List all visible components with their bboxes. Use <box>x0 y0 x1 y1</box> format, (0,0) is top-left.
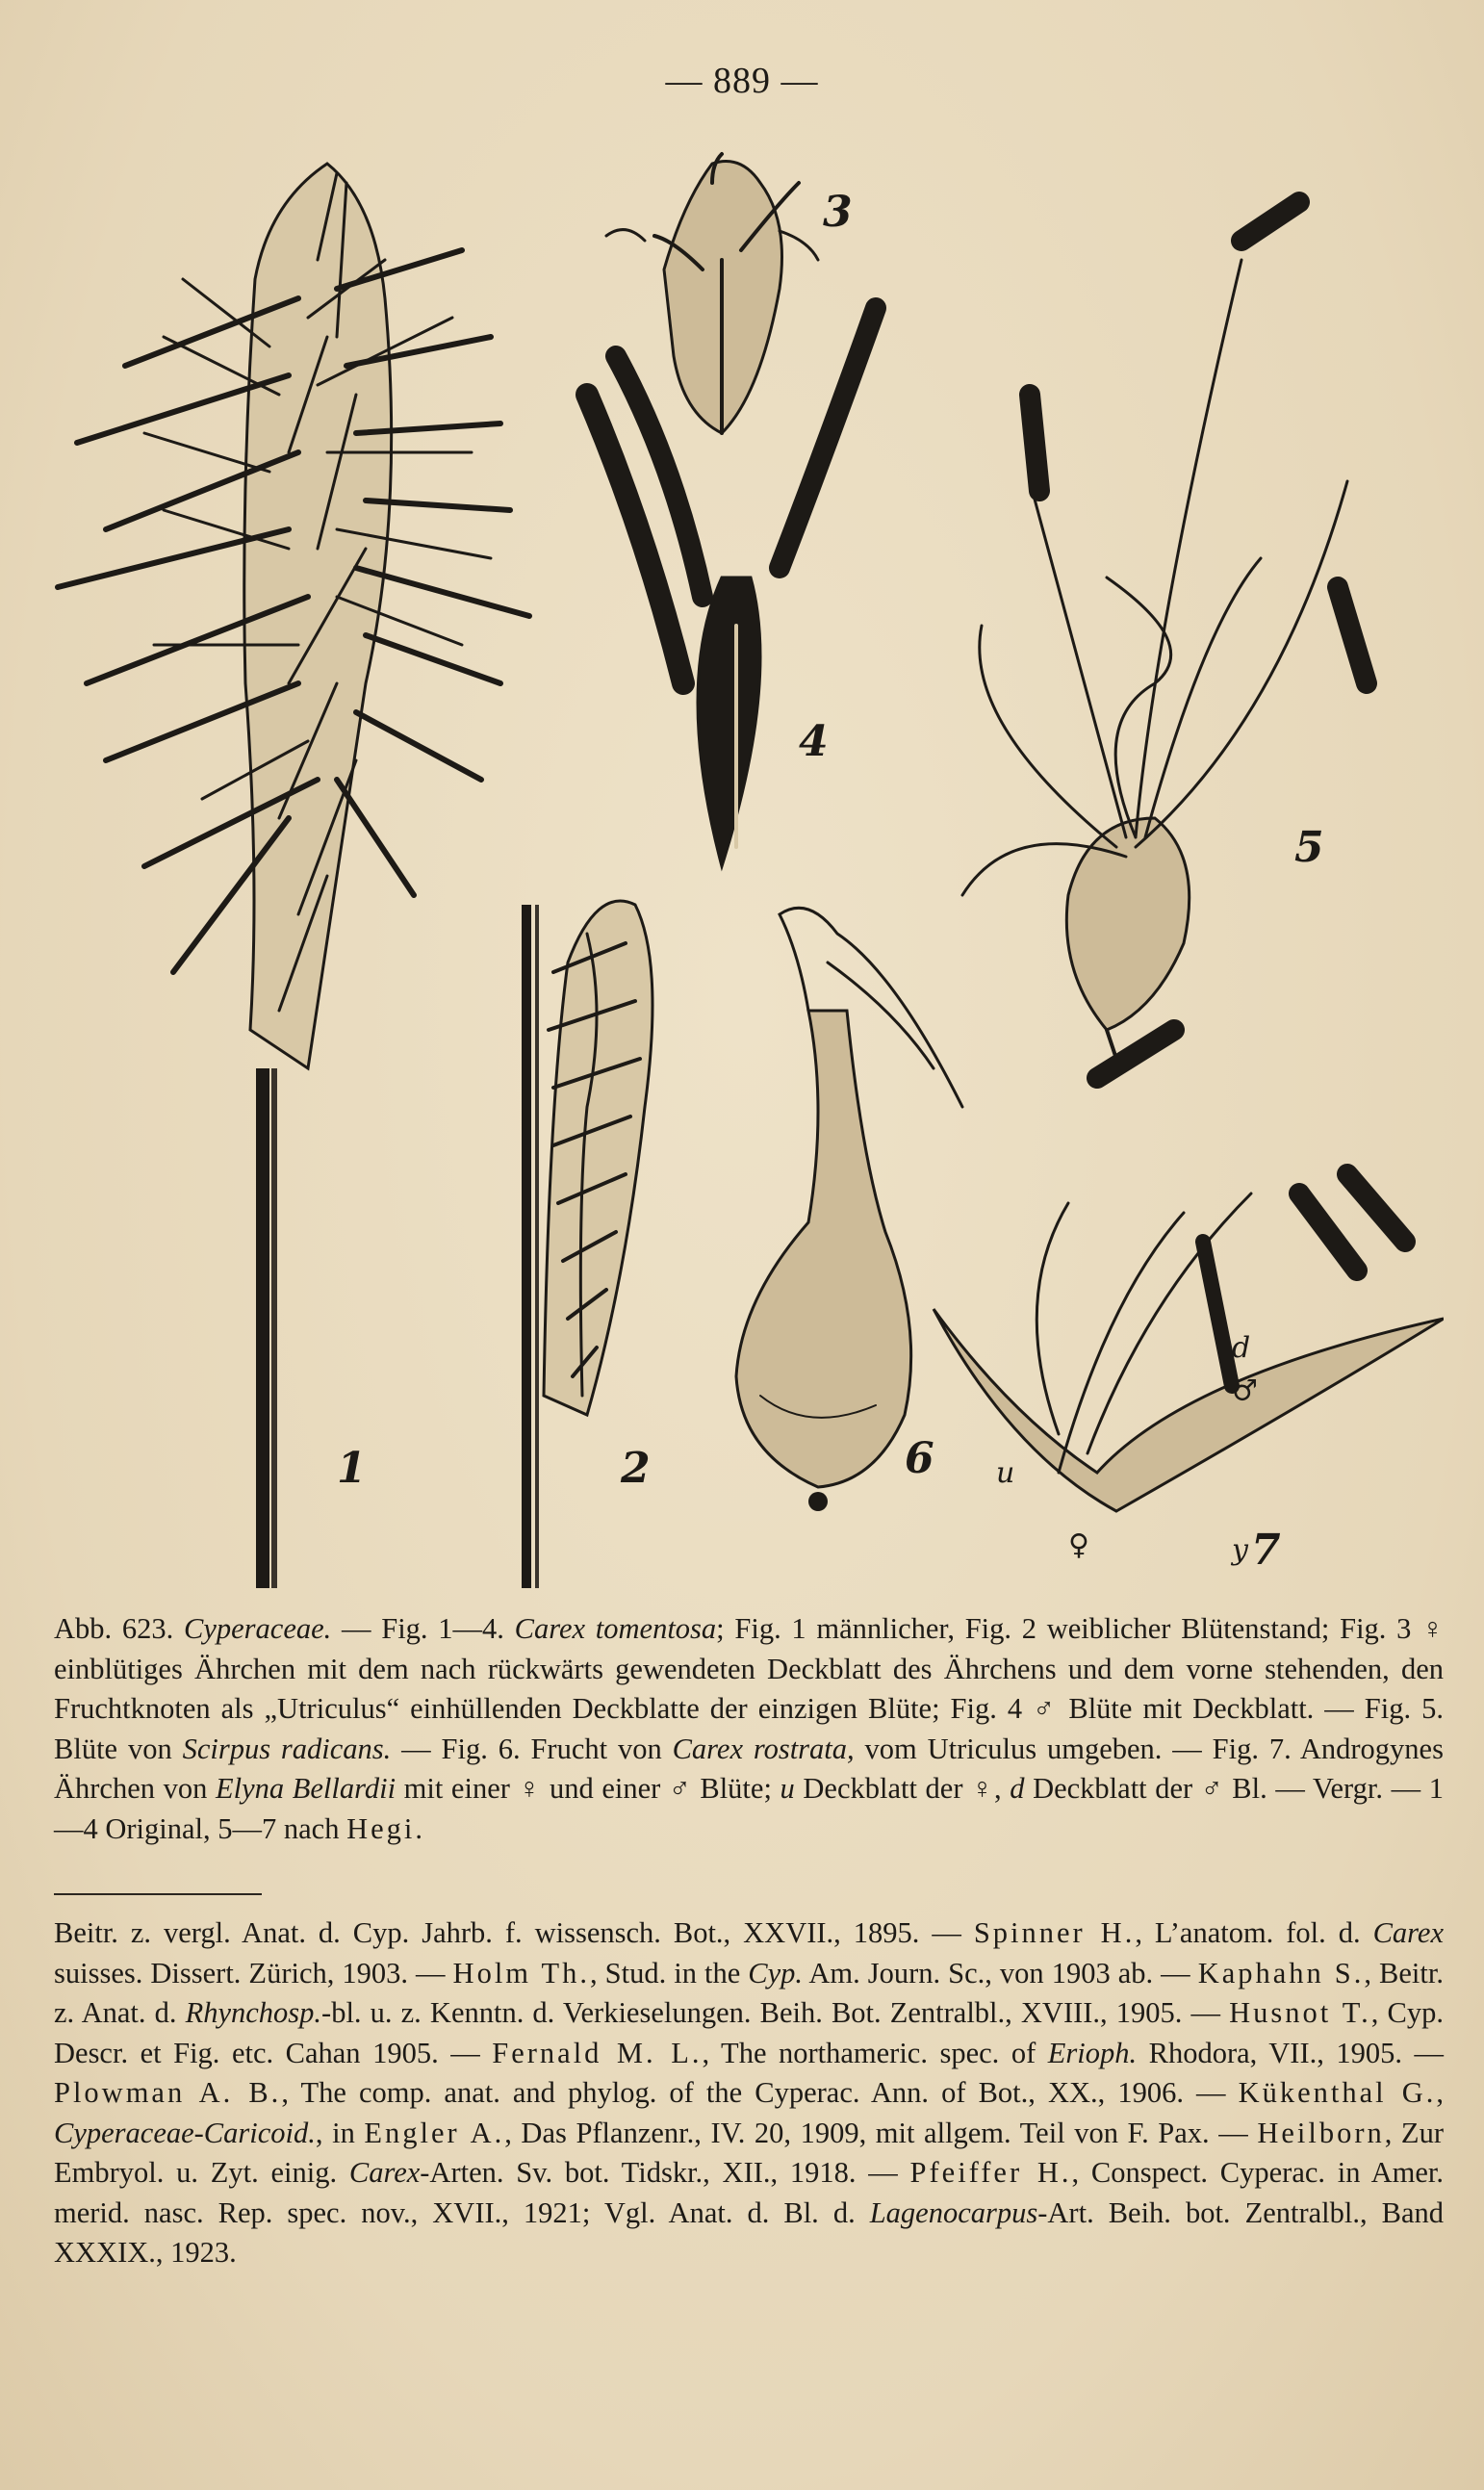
figure-caption <box>54 1609 1444 1849</box>
botanical-illustration <box>48 144 1444 1593</box>
fig-label-2: 2 <box>621 1444 651 1493</box>
caption-text: Abb. 623. Cyperaceae. — Fig. 1—4. Carex tomentosa; Fig. 1 männlicher, Fig. 2 weiblicher Blütenstand; Fig. 3 ♀ einblütiges Ährchen mit dem nach rückwärts gewendeten Deckblatt des Ährchens und dem vorne stehenden, den Fruchtknoten als „Utriculus“ einhüllenden Deckblatte der einzigen Blüte; Fig. 4 ♂ Blüte mit Deckblatt. — Fig. 5. Blüte von Scirpus radicans. — Fig. 6. Frucht von Carex rostrata, vom Utriculus umgeben. — Fig. 7. Androgynes Ährchen von Elyna Bellardii mit einer ♀ und einer ♂ Blüte; u Deckblatt der ♀, d Deckblatt der ♂ Bl. — Vergr. — 1—4 Original, 5—7 nach Hegi. <box>54 1612 1445 1845</box>
fig-label-1: 1 <box>337 1444 367 1493</box>
bibliography-text: Beitr. z. vergl. Anat. d. Cyp. Jahrb. f. wissensch. Bot., XXVII., 1895. — Spinner H., L’anatom. fol. d. Carex suisses. Dissert. Zürich, 1903. — Holm Th., Stud. in the Cyp. Am. Journ. Sc., von 1903 ab. — Kaphahn S., Beitr. z. Anat. d. Rhynchosp.-bl. u. z. Kenntn. d. Verkieselungen. Beih. Bot. Zentralbl., XVIII., 1905. — Husnot T., Cyp. Descr. et Fig. etc. Cahan 1905. — Fernald M. L., The northameric. spec. of Erioph. Rhodora, VII., 1905. — Plowman A. B., The comp. anat. and phylog. of the Cyperac. Ann. of Bot., XX., 1906. — Kükenthal G., Cyperaceae-Caricoid., in Engler A., Das Pflanzenr., IV. 20, 1909, mit allgem. Teil von F. Pax. — Heilborn, Zur Embryol. u. Zyt. einig. Carex-Arten. Sv. bot. Tidskr., XII., 1918. — Pfeiffer H., Conspect. Cyperac. in Amer. merid. nasc. Rep. spec. nov., XVII., 1921; Vgl. Anat. d. Bl. d. Lagenocarpus-Art. Beih. bot. Zentralbl., Band XXXIX., 1923. <box>54 1916 1445 2269</box>
fig7-label-u: u <box>996 1456 1015 1490</box>
fig7-label-d: d <box>1232 1331 1251 1365</box>
figure-plate <box>48 144 1444 1593</box>
fig7-elyna-spikelet <box>934 1030 1444 1511</box>
page-number: — 889 — <box>665 61 819 101</box>
fig7-label-y: y <box>1232 1533 1248 1567</box>
fig-label-4: 4 <box>799 717 829 766</box>
fig1-male-inflorescence <box>58 164 529 1588</box>
fig6-carex-fruit <box>736 908 962 1511</box>
fig7-label-male: ♂ <box>1232 1374 1258 1408</box>
fig-label-7: 7 <box>1251 1526 1281 1575</box>
fig-label-3: 3 <box>823 188 853 237</box>
section-divider <box>54 1893 262 1895</box>
fig-label-5: 5 <box>1294 823 1324 872</box>
fig7-label-female: ♀ <box>1068 1528 1089 1562</box>
fig-label-6: 6 <box>905 1434 934 1483</box>
bibliography <box>54 1913 1444 2273</box>
fig5-scirpus-flower <box>962 202 1367 1059</box>
